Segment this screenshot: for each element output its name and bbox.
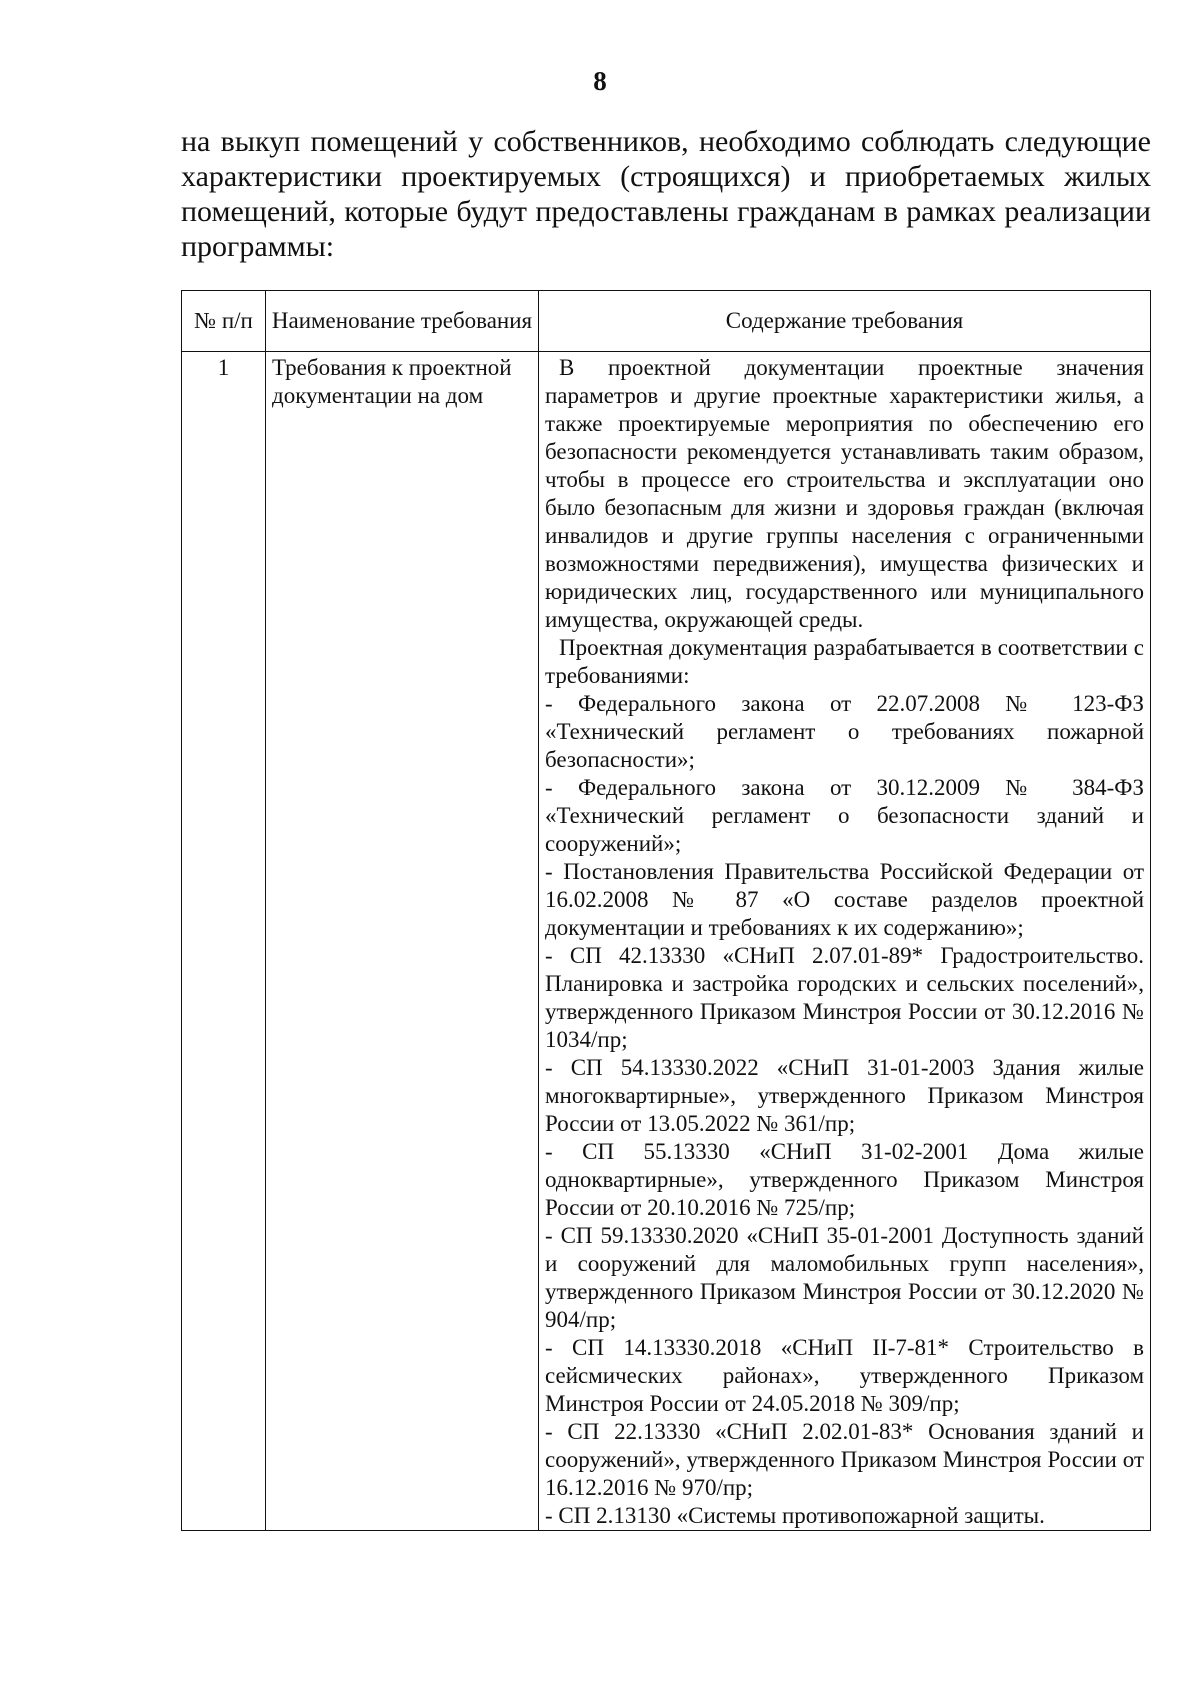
page-number: 8 <box>593 66 607 96</box>
list-item: - Федерального закона от 22.07.2008 № 123-ФЗ «Технический регламент о требованиях пожарной безопасности»; <box>545 691 1144 772</box>
list-item: - СП 59.13330.2020 «СНиП 35-01-2001 Доступность зданий и сооружений для маломобильных групп населения», утвержденного Приказом Минстроя России от 30.12.2020 № 904/пр; <box>545 1223 1144 1332</box>
header-content: Содержание требования <box>539 291 1151 352</box>
content-paragraph: Проектная документация разрабатывается в соответствии с требованиями: <box>545 635 1144 688</box>
row-name: Требования к проектной документации на дом <box>266 352 539 1531</box>
list-item: - Федерального закона от 30.12.2009 № 384-ФЗ «Технический регламент о безопасности зданий и сооружений»; <box>545 775 1144 856</box>
intro-paragraph: на выкуп помещений у собственников, необходимо соблюдать следующие характеристики проектируемых (строящихся) и приобретаемых жилых помещений, которые будут предоставлены гражданам в рамках реализации программы: <box>181 125 1151 263</box>
row-content <box>539 352 1151 1531</box>
header-num: № п/п <box>182 291 266 352</box>
row-num: 1 <box>182 352 266 1531</box>
list-item: - СП 42.13330 «СНиП 2.07.01-89* Градостроительство. Планировка и застройка городских и сельских поселений», утвержденного Приказом Минстроя России от 30.12.2016 № 1034/пр; <box>545 943 1144 1052</box>
list-item: - СП 2.13130 «Системы противопожарной защиты. <box>545 1503 1045 1528</box>
list-item: - СП 54.13330.2022 «СНиП 31-01-2003 Здания жилые многоквартирные», утвержденного Приказом Минстроя России от 13.05.2022 № 361/пр; <box>545 1055 1144 1136</box>
content-paragraph: В проектной документации проектные значения параметров и другие проектные характеристики жилья, а также проектируемые мероприятия по обеспечению его безопасности рекомендуется устанавливать таким образом, чтобы в процессе его строительства и эксплуатации оно было безопасным для жизни и здоровья граждан (включая инвалидов и другие группы населения с ограниченными возможностями передвижения), имущества физических и юридических лиц, государственного или муниципального имущества, окружающей среды. <box>545 355 1144 632</box>
table-row <box>182 352 1151 1531</box>
list-item: - СП 22.13330 «СНиП 2.02.01-83* Основания зданий и сооружений», утвержденного Приказом Минстроя России от 16.12.2016 № 970/пр; <box>545 1419 1144 1500</box>
header-name: Наименование требования <box>266 291 539 352</box>
table-header-row <box>182 291 1151 352</box>
list-item: - СП 14.13330.2018 «СНиП II-7-81* Строительство в сейсмических районах», утвержденного Приказом Минстроя России от 24.05.2018 № 309/пр; <box>545 1335 1144 1416</box>
requirements-table <box>181 290 1151 1531</box>
list-item: - Постановления Правительства Российской Федерации от 16.02.2008 № 87 «О составе разделов проектной документации и требованиях к их содержанию»; <box>545 859 1144 940</box>
list-item: - СП 55.13330 «СНиП 31-02-2001 Дома жилые одноквартирные», утвержденного Приказом Минстроя России от 20.10.2016 № 725/пр; <box>545 1139 1144 1220</box>
